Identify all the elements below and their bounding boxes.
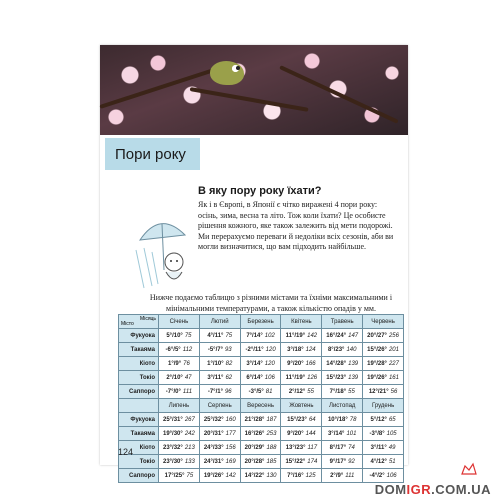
temperature-value: 4°/11°: [207, 332, 224, 339]
climate-value-cell: [281, 455, 322, 469]
table-intro-paragraph: Нижче подаємо таблицю з різними містами та їхніми максимальними і мінімальними температурами, а також кількістю опадів у мм.: [149, 293, 393, 313]
temperature-value: 19°/26°: [367, 374, 387, 381]
climate-value-cell: [159, 441, 200, 455]
precipitation-value: 120: [264, 360, 275, 367]
temperature-value: -5°/7°: [207, 346, 223, 353]
climate-value-cell: [199, 371, 240, 385]
climate-value-cell: [322, 385, 363, 399]
climate-value-cell: [281, 469, 322, 483]
table-row: [119, 343, 404, 357]
temperature-value: 25°/32°: [203, 416, 224, 423]
precipitation-value: 102: [264, 332, 275, 339]
climate-value-cell: [159, 343, 200, 357]
umbrella-character-illustration: [130, 210, 192, 290]
temperature-value: 17°/25°: [164, 472, 185, 479]
temperature-value: 16°/24°: [326, 332, 347, 339]
precipitation-value: 139: [348, 374, 359, 381]
climate-value-cell: [363, 413, 404, 427]
climate-value-cell: [363, 455, 404, 469]
precipitation-value: 147: [348, 332, 359, 339]
month-header: Червень: [363, 315, 404, 329]
climate-value-cell: [363, 329, 404, 343]
climate-value-cell: [240, 343, 281, 357]
climate-value-cell: [363, 371, 404, 385]
climate-value-cell: [322, 469, 363, 483]
month-header: Липень: [159, 399, 200, 413]
precipitation-value: 142: [307, 332, 318, 339]
city-cell: Саппоро: [119, 469, 159, 483]
precipitation-value: 126: [307, 374, 318, 381]
precipitation-value: 177: [225, 430, 236, 437]
precipitation-value: 120: [265, 346, 276, 353]
city-cell: Фукуока: [119, 329, 159, 343]
temperature-value: -4°/2°: [369, 472, 385, 479]
precipitation-value: 65: [388, 416, 396, 423]
temperature-value: 12°/21°: [368, 388, 389, 395]
climate-value-cell: [159, 455, 200, 469]
temperature-value: 24°/31°: [203, 458, 224, 465]
climate-value-cell: [363, 343, 404, 357]
precipitation-value: 111: [345, 472, 355, 479]
temperature-value: 9°/17°: [329, 458, 347, 465]
temperature-value: -3°/8°: [369, 430, 385, 437]
climate-value-cell: [281, 371, 322, 385]
precipitation-value: 101: [346, 430, 357, 437]
temperature-value: 7°/18°: [329, 388, 347, 395]
temperature-value: 2°/12°: [288, 388, 306, 395]
precipitation-value: 227: [388, 360, 399, 367]
temperature-value: 25°/31°: [162, 416, 183, 423]
precipitation-value: 105: [386, 430, 397, 437]
table-header-row: [119, 315, 404, 329]
precipitation-value: 55: [348, 388, 355, 395]
climate-value-cell: [363, 441, 404, 455]
precipitation-value: 267: [184, 416, 195, 423]
climate-value-cell: [281, 427, 322, 441]
climate-value-cell: [159, 413, 200, 427]
book-page: [100, 45, 408, 479]
temperature-value: 3°/11°: [370, 444, 387, 451]
climate-value-cell: [363, 385, 404, 399]
climate-value-cell: [240, 441, 281, 455]
precipitation-value: 144: [305, 430, 316, 437]
climate-value-cell: [322, 413, 363, 427]
temperature-value: 21°/28°: [244, 416, 265, 423]
climate-value-cell: [240, 413, 281, 427]
cherry-blossom-photo: [100, 45, 408, 135]
precipitation-value: 117: [307, 444, 318, 451]
table-row: [119, 455, 404, 469]
temperature-value: 3°/18°: [287, 346, 304, 353]
precipitation-value: 187: [266, 416, 277, 423]
climate-table: [118, 314, 404, 483]
climate-value-cell: [240, 329, 281, 343]
page-number: 124: [118, 447, 134, 457]
precipitation-value: 139: [348, 360, 359, 367]
table-row: [119, 441, 404, 455]
climate-value-cell: [281, 441, 322, 455]
climate-value-cell: [322, 329, 363, 343]
temperature-value: 19°/26°: [203, 472, 224, 479]
temperature-value: 20°/31°: [203, 430, 224, 437]
precipitation-value: 75: [184, 332, 192, 339]
precipitation-value: 130: [266, 472, 277, 479]
climate-value-cell: [240, 371, 281, 385]
climate-value-cell: [240, 469, 281, 483]
precipitation-value: 156: [225, 444, 236, 451]
precipitation-value: 256: [388, 332, 399, 339]
precipitation-value: 140: [346, 346, 357, 353]
climate-value-cell: [240, 455, 281, 469]
dice-logo-icon: [461, 463, 477, 475]
precipitation-value: 55: [307, 388, 314, 395]
climate-value-cell: [281, 385, 322, 399]
climate-value-cell: [159, 357, 200, 371]
precipitation-value: 169: [225, 458, 236, 465]
precipitation-value: 92: [348, 458, 355, 465]
precipitation-value: 56: [390, 388, 398, 395]
climate-value-cell: [322, 357, 363, 371]
temperature-value: 15°/23°: [326, 374, 347, 381]
climate-value-cell: [199, 427, 240, 441]
temperature-value: 5°/10°: [166, 332, 183, 339]
climate-value-cell: [199, 469, 240, 483]
precipitation-value: 47: [184, 374, 192, 381]
precipitation-value: 64: [308, 416, 316, 423]
precipitation-value: 76: [183, 360, 190, 367]
precipitation-value: 75: [186, 472, 194, 479]
city-cell: Кіото: [119, 357, 159, 371]
precipitation-value: 81: [265, 388, 273, 395]
temperature-value: 15°/26°: [367, 346, 387, 353]
temperature-value: -7°/0°: [165, 388, 181, 395]
climate-value-cell: [199, 441, 240, 455]
table-row: [119, 357, 404, 371]
climate-value-cell: [322, 455, 363, 469]
precipitation-value: 74: [348, 444, 355, 451]
climate-value-cell: [199, 329, 240, 343]
climate-value-cell: [322, 427, 363, 441]
watermark-part1: DOM: [374, 482, 407, 497]
temperature-value: 8°/23°: [327, 346, 345, 353]
corner-month-label: Місяць: [140, 316, 156, 322]
temperature-value: 23°/32°: [162, 444, 183, 451]
section-title: Пори року: [115, 145, 186, 163]
climate-value-cell: [281, 413, 322, 427]
temperature-value: 15°/23°: [287, 416, 307, 423]
climate-value-cell: [159, 371, 200, 385]
temperature-value: 16°/26°: [244, 430, 265, 437]
precipitation-value: 188: [266, 444, 277, 451]
precipitation-value: 133: [184, 458, 195, 465]
climate-value-cell: [322, 441, 363, 455]
temperature-value: -6°/5°: [165, 346, 181, 353]
month-header: Березень: [240, 315, 281, 329]
table-row: [119, 371, 404, 385]
precipitation-value: 125: [305, 472, 316, 479]
precipitation-value: 51: [388, 458, 396, 465]
precipitation-value: 49: [388, 444, 396, 451]
precipitation-value: 93: [224, 346, 232, 353]
month-header: Лютий: [199, 315, 240, 329]
temperature-value: 23°/30°: [162, 458, 183, 465]
climate-value-cell: [199, 385, 240, 399]
precipitation-value: 185: [266, 458, 277, 465]
precipitation-value: 75: [225, 332, 233, 339]
city-cell: Такаяма: [119, 343, 159, 357]
month-header: Серпень: [199, 399, 240, 413]
temperature-value: 10°/18°: [327, 416, 348, 423]
precipitation-value: 62: [225, 374, 233, 381]
climate-value-cell: [159, 427, 200, 441]
climate-value-cell: [159, 329, 200, 343]
temperature-value: 9°/20°: [287, 430, 304, 437]
precipitation-value: 213: [184, 444, 195, 451]
precipitation-value: 160: [225, 416, 236, 423]
temperature-value: 13°/23°: [285, 444, 306, 451]
table-row: [119, 413, 404, 427]
month-header: Листопад: [322, 399, 363, 413]
precipitation-value: 112: [182, 346, 193, 353]
climate-value-cell: [281, 329, 322, 343]
question-heading: В яку пору року їхати?: [198, 185, 322, 197]
temperature-value: 3°/11°: [207, 374, 224, 381]
city-cell: Кіото: [119, 441, 159, 455]
temperature-value: 5°/12°: [370, 416, 387, 423]
climate-value-cell: [240, 427, 281, 441]
temperature-value: 19°/28°: [367, 360, 387, 367]
temperature-value: 15°/22°: [285, 458, 306, 465]
temperature-value: 14°/28°: [326, 360, 347, 367]
temperature-value: 9°/20°: [287, 360, 304, 367]
watermark-part2: IGR: [406, 482, 432, 497]
precipitation-value: 242: [184, 430, 195, 437]
temperature-value: 3°/14°: [327, 430, 345, 437]
precipitation-value: 174: [307, 458, 318, 465]
climate-value-cell: [363, 357, 404, 371]
month-header: Квітень: [281, 315, 322, 329]
temperature-value: 8°/17°: [329, 444, 347, 451]
temperature-value: 20°/27°: [367, 332, 387, 339]
bird-icon: [210, 61, 244, 85]
climate-value-cell: [281, 357, 322, 371]
city-cell: Такаяма: [119, 427, 159, 441]
climate-value-cell: [363, 469, 404, 483]
precipitation-value: 166: [305, 360, 316, 367]
temperature-value: 11°/19°: [285, 332, 306, 339]
temperature-value: 19°/30°: [162, 430, 183, 437]
precipitation-value: 106: [386, 472, 397, 479]
table-row: [119, 427, 404, 441]
climate-value-cell: [199, 343, 240, 357]
precipitation-value: 96: [224, 388, 232, 395]
intro-paragraph: Як і в Європі, в Японії є чітко виражені 4 пори року: осінь, зима, весна та літо. Тож коли їхати? Це особисте рішення кожного, яке також залежить від мети подорожі. Ми перерахуємо переваги й недоліки всіх сезонів, аби ви могли визначитися, що вам підходить найбільше.: [198, 200, 394, 251]
temperature-value: 6°/14°: [246, 374, 263, 381]
temperature-value: 7°/16°: [287, 472, 304, 479]
temperature-value: 7°/14°: [246, 332, 263, 339]
temperature-value: -2°/11°: [245, 346, 264, 353]
month-header: Травень: [322, 315, 363, 329]
temperature-value: 4°/12°: [370, 458, 387, 465]
watermark: [375, 482, 491, 497]
climate-value-cell: [199, 413, 240, 427]
precipitation-value: 124: [305, 346, 316, 353]
month-header: Грудень: [363, 399, 404, 413]
climate-value-cell: [159, 385, 200, 399]
temperature-value: 20°/29°: [244, 444, 265, 451]
temperature-value: -7°/1°: [207, 388, 223, 395]
temperature-value: 1°/9°: [168, 360, 182, 367]
table-row: [119, 385, 404, 399]
precipitation-value: 111: [182, 388, 193, 395]
climate-value-cell: [199, 455, 240, 469]
month-header: Січень: [159, 315, 200, 329]
temperature-value: -3°/5°: [248, 388, 264, 395]
precipitation-value: 82: [225, 360, 233, 367]
precipitation-value: 161: [388, 374, 399, 381]
watermark-part3: .COM.UA: [431, 482, 491, 497]
section-banner: [105, 138, 200, 170]
table-corner-cell: [119, 315, 159, 329]
climate-value-cell: [240, 357, 281, 371]
temperature-value: 14°/22°: [244, 472, 265, 479]
temperature-value: 2°/9°: [330, 472, 344, 479]
city-cell: Токіо: [119, 455, 159, 469]
climate-value-cell: [322, 371, 363, 385]
month-header: Жовтень: [281, 399, 322, 413]
temperature-value: 2°/10°: [166, 374, 183, 381]
precipitation-value: 201: [388, 346, 399, 353]
precipitation-value: 106: [264, 374, 275, 381]
corner-city-label: Місто: [121, 321, 134, 327]
precipitation-value: 78: [349, 416, 357, 423]
table-corner-cell: [119, 399, 159, 413]
city-cell: Саппоро: [119, 385, 159, 399]
precipitation-value: 253: [266, 430, 277, 437]
temperature-value: 3°/14°: [246, 360, 263, 367]
table-header-row: [119, 399, 404, 413]
city-cell: Токіо: [119, 371, 159, 385]
precipitation-value: 142: [225, 472, 236, 479]
climate-value-cell: [199, 357, 240, 371]
month-header: Вересень: [240, 399, 281, 413]
table-row: [119, 469, 404, 483]
table-row: [119, 329, 404, 343]
temperature-value: 20°/28°: [244, 458, 265, 465]
climate-value-cell: [322, 343, 363, 357]
climate-value-cell: [363, 427, 404, 441]
temperature-value: 11°/19°: [285, 374, 306, 381]
climate-value-cell: [240, 385, 281, 399]
city-cell: Фукуока: [119, 413, 159, 427]
temperature-value: 1°/10°: [207, 360, 224, 367]
climate-value-cell: [281, 343, 322, 357]
temperature-value: 24°/33°: [203, 444, 224, 451]
climate-value-cell: [159, 469, 200, 483]
